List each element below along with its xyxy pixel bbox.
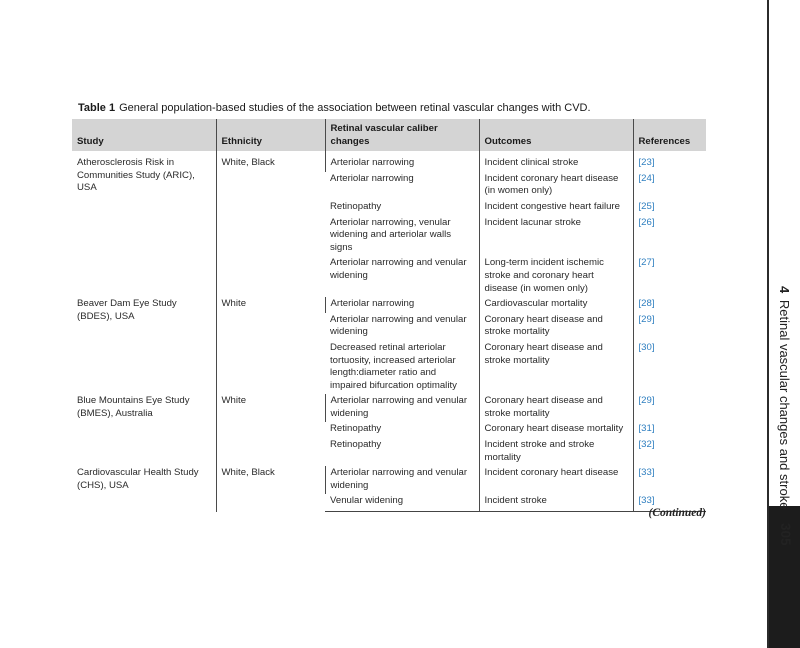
cell-change: Venular widening <box>325 494 479 511</box>
cell-reference <box>633 297 706 313</box>
chapter-title: Retinal vascular changes and stroke <box>777 299 792 510</box>
table-caption <box>78 102 591 114</box>
cell-outcome: Long-term incident ischemic stroke and coronary heart disease (in women only) <box>479 256 633 297</box>
cell-change: Arteriolar narrowing <box>325 151 479 172</box>
cell-change: Arteriolar narrowing, venular widening and arteriolar walls signs <box>330 216 452 253</box>
reference-link[interactable]: [24] <box>638 172 655 184</box>
cell-ethnicity: White, Black <box>216 151 325 297</box>
cell-reference <box>633 172 706 200</box>
reference-link[interactable]: [29] <box>638 395 655 407</box>
reference-link[interactable]: [29] <box>638 313 655 325</box>
cell-reference <box>633 151 706 172</box>
cell-change: Retinopathy <box>330 439 382 451</box>
cell-reference <box>633 422 706 438</box>
cell-outcome: Incident congestive heart failure <box>479 200 633 216</box>
reference-link[interactable]: [30] <box>638 341 655 353</box>
cell-reference <box>633 466 706 494</box>
reference-link[interactable]: [25] <box>638 200 655 212</box>
table-row <box>72 394 706 422</box>
table-row <box>72 297 706 313</box>
reference-link[interactable]: [32] <box>638 439 655 451</box>
header-references: References <box>633 119 706 151</box>
cell-reference <box>633 438 706 466</box>
cell-change: Arteriolar narrowing <box>325 297 479 313</box>
table-body <box>72 151 706 511</box>
reference-link[interactable]: [26] <box>638 216 655 228</box>
cell-outcome: Coronary heart disease and stroke mortality <box>479 341 633 394</box>
cell-ethnicity: White, Black <box>216 466 325 511</box>
cell-study: Atherosclerosis Risk in Communities Study (ARIC), USA <box>77 157 195 194</box>
table-row <box>72 466 706 494</box>
cell-outcome: Coronary heart disease mortality <box>479 422 633 438</box>
cell-change: Arteriolar narrowing and venular widening <box>325 466 479 494</box>
cell-reference <box>633 200 706 216</box>
cell-change: Retinopathy <box>330 423 382 435</box>
cell-outcome: Incident coronary heart disease <box>479 466 633 494</box>
reference-link[interactable]: [27] <box>638 257 655 269</box>
table-caption-text: General population-based studies of the association between retinal vascular changes with CVD. <box>119 102 591 114</box>
cell-outcome: Cardiovascular mortality <box>479 297 633 313</box>
cell-reference <box>633 216 706 257</box>
cell-reference <box>633 394 706 422</box>
reference-link[interactable]: [23] <box>638 157 655 169</box>
studies-table <box>72 119 706 512</box>
reference-link[interactable]: [33] <box>638 495 655 507</box>
running-header <box>768 0 800 648</box>
cell-outcome: Incident lacunar stroke <box>479 216 633 257</box>
header-study: Study <box>72 119 216 151</box>
cell-study: Cardiovascular Health Study (CHS), USA <box>77 467 199 491</box>
table-row <box>72 151 706 172</box>
cell-outcome: Incident coronary heart disease (in women only) <box>479 172 633 200</box>
table-label: Table 1 <box>78 102 116 114</box>
cell-change: Retinopathy <box>330 200 382 212</box>
page-number: 305 <box>778 523 793 546</box>
cell-outcome: Coronary heart disease and stroke mortality <box>479 394 633 422</box>
header-ethnicity: Ethnicity <box>216 119 325 151</box>
cell-reference <box>633 313 706 341</box>
chapter-heading <box>777 286 792 509</box>
cell-reference <box>633 256 706 297</box>
cell-change: Arteriolar narrowing and venular widening <box>325 394 479 422</box>
header-changes: Retinal vascular caliber changes <box>325 119 479 151</box>
cell-change: Decreased retinal arteriolar tortuosity, increased arteriolar length:diameter ratio and impaired bifurcation optimality <box>330 341 457 391</box>
chapter-number: 4 <box>777 286 792 294</box>
cell-change: Arteriolar narrowing <box>330 172 414 184</box>
table-header <box>72 119 706 151</box>
cell-change: Arteriolar narrowing and venular widening <box>330 257 467 281</box>
cell-outcome: Coronary heart disease and stroke mortality <box>479 313 633 341</box>
continued-label: (Continued) <box>648 507 706 519</box>
cell-study: Blue Mountains Eye Study (BMES), Australia <box>77 395 190 419</box>
cell-outcome: Incident stroke <box>479 494 633 511</box>
reference-link[interactable]: [28] <box>638 298 655 310</box>
cell-outcome: Incident clinical stroke <box>479 151 633 172</box>
cell-change: Arteriolar narrowing and venular widening <box>330 313 467 338</box>
reference-link[interactable]: [33] <box>638 467 655 479</box>
cell-outcome: Incident stroke and stroke mortality <box>479 438 633 466</box>
cell-ethnicity: White <box>216 394 325 466</box>
cell-reference <box>633 341 706 394</box>
reference-link[interactable]: [31] <box>638 423 655 435</box>
cell-ethnicity: White <box>216 297 325 394</box>
header-outcomes: Outcomes <box>479 119 633 151</box>
cell-study: Beaver Dam Eye Study (BDES), USA <box>77 298 177 322</box>
